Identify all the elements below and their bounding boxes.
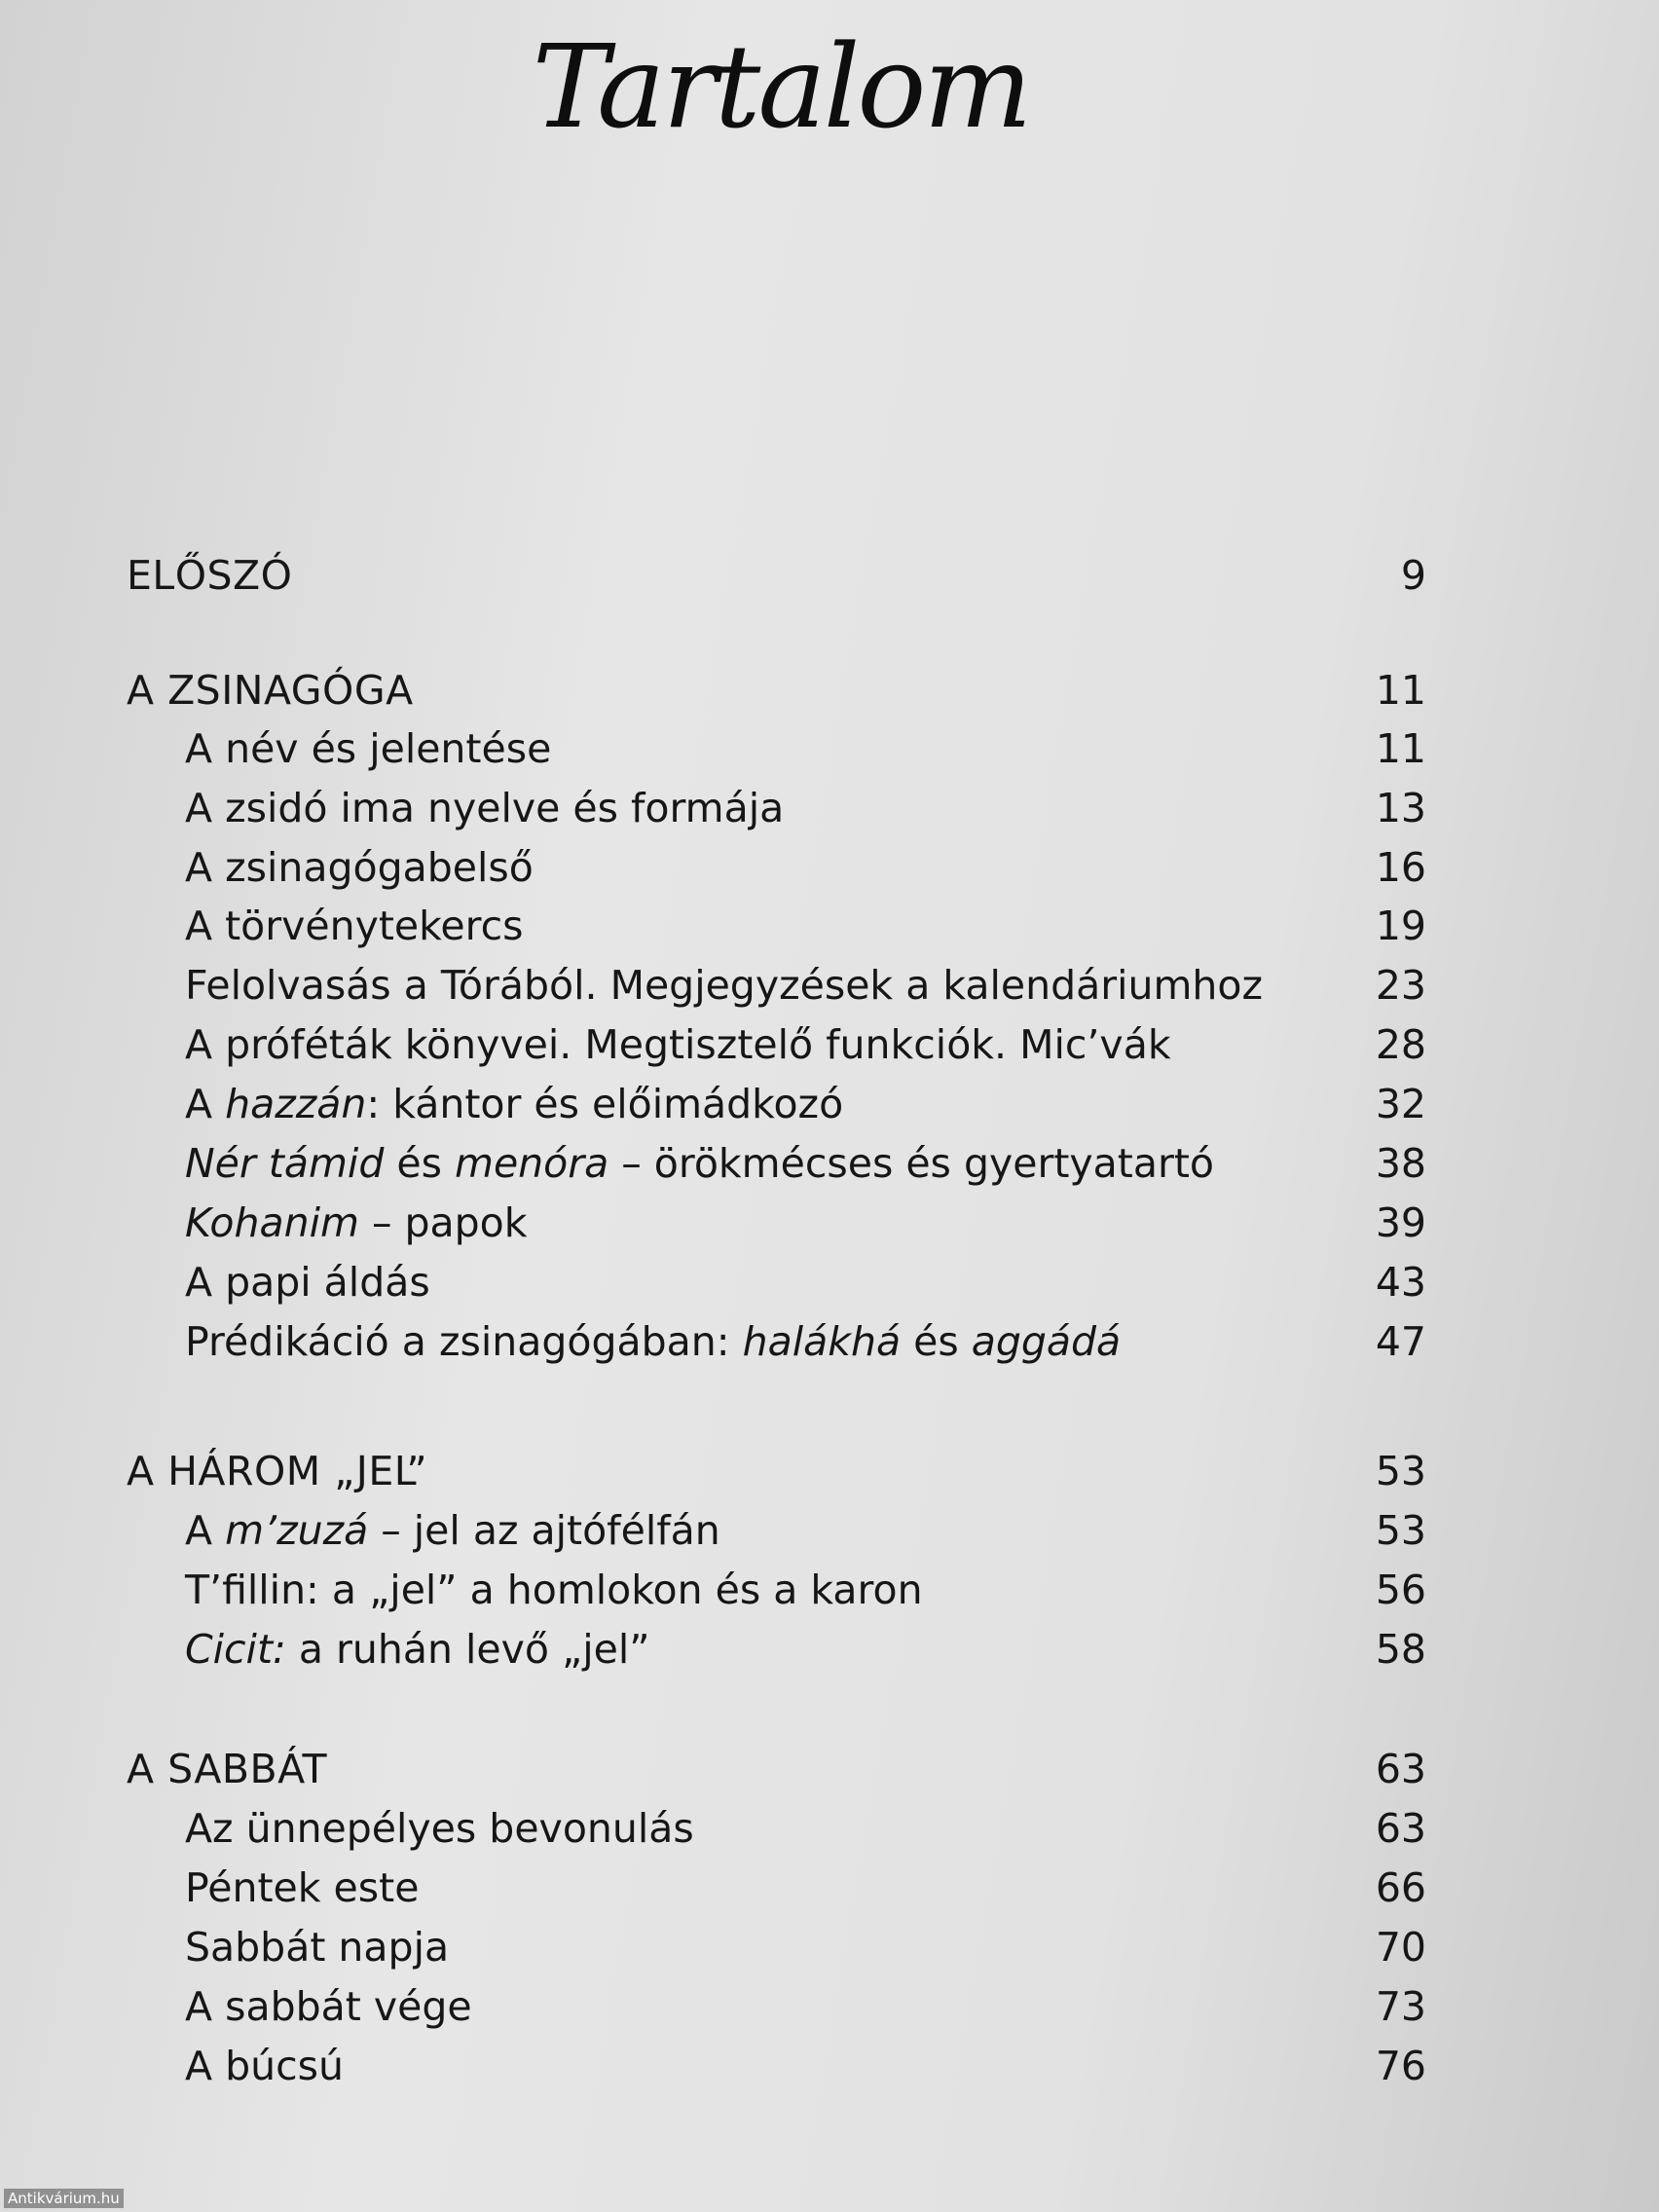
entry-label: A papi áldás (185, 1259, 430, 1306)
page-number: 23 (1375, 962, 1426, 1009)
page-number: 11 (1375, 725, 1426, 772)
entry-term: Nér támid (185, 1140, 385, 1187)
page-number: 28 (1375, 1021, 1426, 1068)
toc-section-zsinagoga[interactable] (0, 662, 1426, 719)
page-number: 53 (1375, 1448, 1426, 1494)
page-number: 43 (1375, 1259, 1426, 1306)
page-number: 11 (1375, 667, 1426, 714)
entry-text: A (185, 1507, 226, 1554)
toc-entry[interactable] (0, 1621, 1426, 1677)
entry-label (185, 1195, 528, 1251)
toc-section-eloszo[interactable] (0, 547, 1426, 604)
page-number: 32 (1375, 1081, 1426, 1127)
toc-entry[interactable] (0, 1502, 1426, 1559)
toc-entry[interactable] (0, 1978, 1426, 2035)
entry-label: A próféták könyvei. Megtisztelő funkciók. Mic’vák (185, 1021, 1171, 1068)
page-number: 38 (1375, 1140, 1426, 1187)
entry-text: – örökmécses és gyertyatartó (608, 1140, 1215, 1187)
entry-term: halákhá (742, 1318, 902, 1365)
entry-term: hazzán (225, 1081, 367, 1127)
toc-entry[interactable] (0, 1016, 1426, 1073)
entry-text: – papok (358, 1199, 528, 1246)
toc-section-sabbat[interactable] (0, 1741, 1426, 1797)
page-number: 53 (1375, 1507, 1426, 1554)
entry-label: Az ünnepélyes bevonulás (185, 1805, 694, 1852)
page-number: 13 (1375, 785, 1426, 831)
entry-label: T’fillin: a „jel” a homlokon és a karon (185, 1567, 923, 1613)
entry-term: Cicit: (185, 1626, 286, 1673)
watermark: Antikvárium.hu (4, 2189, 124, 2208)
page-number: 73 (1375, 1983, 1426, 2030)
page-title: Tartalom (532, 19, 1030, 154)
entry-term: aggádá (971, 1318, 1122, 1365)
entry-text: – jel az ajtófélfán (368, 1507, 720, 1554)
section-label: A HÁROM „JEL” (127, 1448, 428, 1494)
toc-entry[interactable] (0, 2038, 1426, 2094)
entry-label (185, 1621, 650, 1677)
toc-entry[interactable] (0, 1076, 1426, 1132)
toc-entry[interactable] (0, 1562, 1426, 1618)
page-number: 39 (1375, 1199, 1426, 1246)
entry-label: A név és jelentése (185, 725, 552, 772)
entry-text: és (901, 1318, 972, 1365)
toc-entry[interactable] (0, 898, 1426, 954)
page-number: 63 (1375, 1746, 1426, 1792)
entry-label (185, 1502, 720, 1559)
entry-text: : kántor és előimádkozó (366, 1081, 844, 1127)
entry-label: A törvénytekercs (185, 903, 524, 949)
entry-label: A zsinagógabelső (185, 844, 534, 891)
page-number: 66 (1375, 1864, 1426, 1911)
toc-entry[interactable] (0, 1919, 1426, 1975)
toc-entry[interactable] (0, 1313, 1426, 1370)
section-label: A ZSINAGÓGA (127, 667, 414, 714)
toc-entry[interactable] (0, 839, 1426, 896)
toc-entry[interactable] (0, 1135, 1426, 1192)
entry-label: Felolvasás a Tórából. Megjegyzések a kalendáriumhoz (185, 962, 1264, 1009)
page-number: 76 (1375, 2043, 1426, 2089)
entry-term: menóra (455, 1140, 609, 1187)
toc-entry[interactable] (0, 1860, 1426, 1916)
toc-entry[interactable] (0, 1800, 1426, 1857)
entry-term: m’zuzá (225, 1507, 369, 1554)
entry-label: Sabbát napja (185, 1924, 450, 1971)
toc-section-harom-jel[interactable] (0, 1443, 1426, 1499)
section-label: A SABBÁT (127, 1746, 328, 1792)
entry-term: Kohanim (185, 1199, 359, 1246)
entry-text: a ruhán levő „jel” (285, 1626, 650, 1673)
page-number: 9 (1400, 552, 1426, 599)
entry-label (185, 1076, 843, 1132)
entry-text: és (384, 1140, 455, 1187)
entry-label (185, 1313, 1121, 1370)
page-number: 47 (1375, 1318, 1426, 1365)
page-number: 58 (1375, 1626, 1426, 1673)
toc-entry[interactable] (0, 1254, 1426, 1310)
page-number: 16 (1375, 844, 1426, 891)
entry-label: Péntek este (185, 1864, 420, 1911)
entry-label (185, 1135, 1214, 1192)
page-number: 56 (1375, 1567, 1426, 1613)
page-number: 63 (1375, 1805, 1426, 1852)
page-number: 70 (1375, 1924, 1426, 1971)
section-label: ELŐSZÓ (127, 552, 293, 599)
entry-text: Prédikáció a zsinagógában: (185, 1318, 743, 1365)
toc-entry[interactable] (0, 957, 1426, 1014)
entry-text: A (185, 1081, 226, 1127)
page-number: 19 (1375, 903, 1426, 949)
toc-entry[interactable] (0, 780, 1426, 836)
toc-entry[interactable] (0, 1195, 1426, 1251)
entry-label: A búcsú (185, 2043, 344, 2089)
toc-entry[interactable] (0, 720, 1426, 777)
entry-label: A zsidó ima nyelve és formája (185, 785, 785, 831)
entry-label: A sabbát vége (185, 1983, 472, 2030)
